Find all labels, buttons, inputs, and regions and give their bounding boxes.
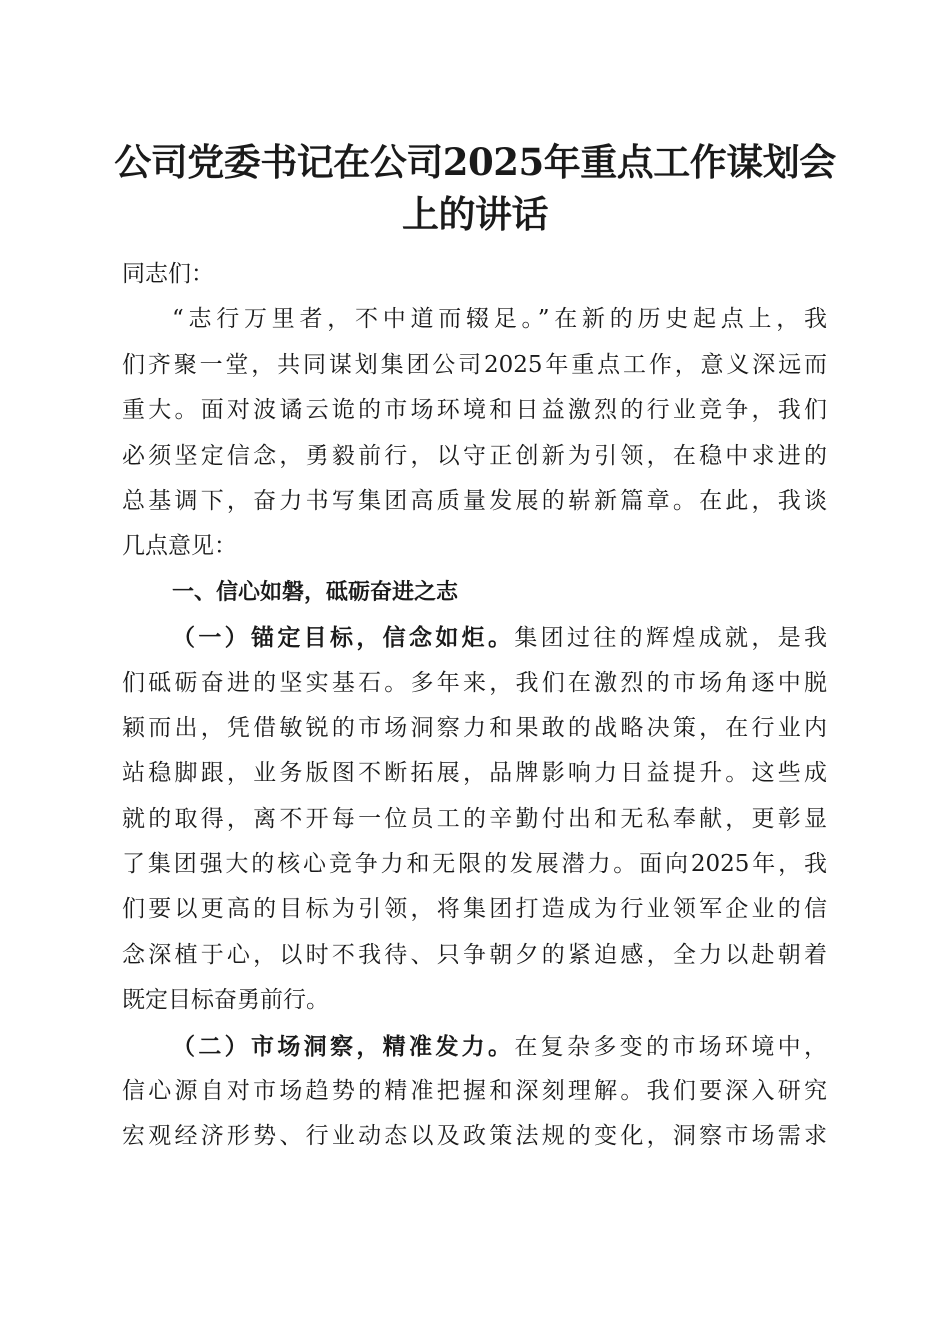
- paragraph-line: 就的取得，离不开每一位员工的辛勤付出和无私奉献，更彰显: [122, 805, 827, 832]
- paragraph-line: 信心源自对市场趋势的精准把握和深刻理解。我们要深入研究: [122, 1078, 827, 1105]
- paragraph-line: 必须坚定信念，勇毅前行，以守正创新为引领，在稳中求进的: [122, 442, 827, 469]
- paragraph-line: 们齐聚一堂，共同谋划集团公司2025年重点工作，意义深远而: [122, 351, 827, 378]
- subsection-1: [122, 615, 827, 1024]
- title-line-1: 公司党委书记在公司2025年重点工作谋划会: [114, 140, 836, 184]
- paragraph-line: 总基调下，奋力书写集团高质量发展的崭新篇章。在此，我谈: [122, 487, 827, 514]
- document-title: [110, 136, 840, 240]
- subsection-text: 在复杂多变的市场环境中，: [514, 1033, 828, 1060]
- paragraph-line: 宏观经济形势、行业动态以及政策法规的变化，洞察市场需求: [122, 1123, 827, 1150]
- subsection-first-line: [122, 1024, 827, 1069]
- title-line-2: 上的讲话: [402, 192, 548, 236]
- section-heading: 一、信心如磐，砥砺奋进之志: [172, 579, 459, 605]
- paragraph-line: 重大。面对波谲云诡的市场环境和日益激烈的行业竞争，我们: [122, 397, 827, 424]
- paragraph-line: 几点意见：: [122, 533, 237, 560]
- paragraph-line: 们要以更高的目标为引领，将集团打造成为行业领军企业的信: [122, 896, 827, 923]
- opening-paragraph: [122, 297, 827, 569]
- document-body: [122, 252, 827, 1160]
- paragraph-line: “志行万里者，不中道而辍足。”在新的历史起点上，我: [172, 306, 827, 333]
- subsection-text: 集团过往的辉煌成就，是我: [514, 625, 828, 652]
- salutation: 同志们：: [122, 261, 214, 287]
- paragraph-line: 站稳脚跟，业务版图不断拓展，品牌影响力日益提升。这些成: [122, 760, 827, 787]
- subsection-2: [122, 1024, 827, 1160]
- paragraph-line: 既定目标奋勇前行。: [122, 987, 329, 1014]
- subsection-first-line: [122, 615, 827, 660]
- paragraph-line: 颖而出，凭借敏锐的市场洞察力和果敢的战略决策，在行业内: [122, 714, 827, 741]
- paragraph-line: 们砥砺奋进的坚实基石。多年来，我们在激烈的市场角逐中脱: [122, 669, 827, 696]
- subsection-lead: （二）市场洞察，精准发力。: [172, 1032, 515, 1060]
- paragraph-line: 念深植于心，以时不我待、只争朝夕的紧迫感，全力以赴朝着: [122, 941, 827, 968]
- subsection-lead: （一）锚定目标，信念如炬。: [172, 624, 515, 652]
- paragraph-line: 了集团强大的核心竞争力和无限的发展潜力。面向2025年，我: [122, 851, 827, 878]
